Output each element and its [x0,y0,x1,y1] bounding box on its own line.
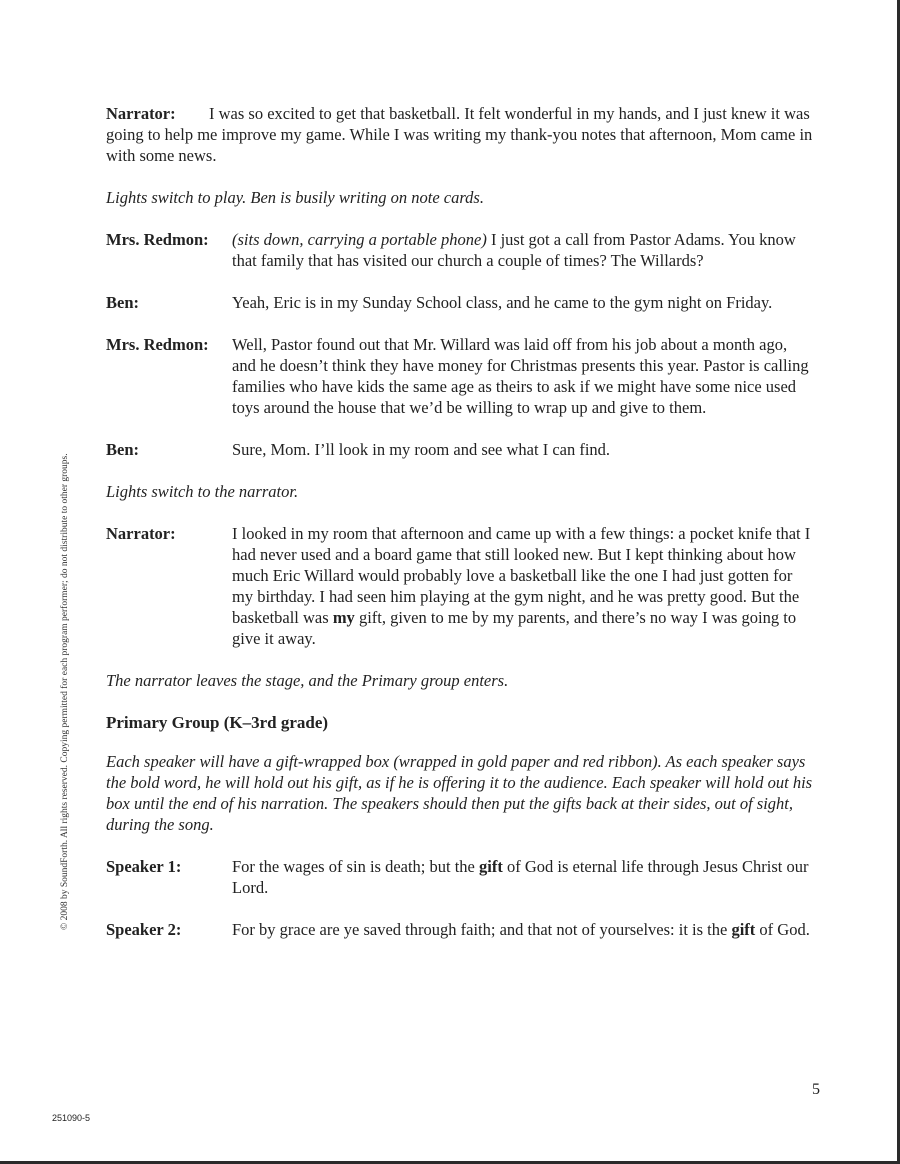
speaker-label: Mrs. Redmon: [106,230,209,249]
ben-line-1 [106,292,814,313]
line-text: For the wages of sin is death; but the [232,857,480,876]
stage-direction-1: Lights switch to play. Ben is busily writing on note cards. [106,188,484,207]
speaker-label: Speaker 1: [106,857,182,876]
line-text-continued: gift, given to me by my parents, and there’s no way I was going to give it away. [232,608,797,648]
speaker-1-line [106,856,814,898]
copyright-notice: © 2008 by SoundForth. All rights reserved. Copying permitted for each program performer; do not distribute to other groups. [60,453,70,930]
stage-direction-4: Each speaker will have a gift-wrapped box (wrapped in gold paper and red ribbon). As each speaker says the bold word, he will hold out his gift, as if he is offering it to the audience. Each speaker will hold out his box until the end of his narration. The speakers should then put the gifts back at their sides, out of sight, during the song. [106,752,813,834]
line-text: I just got a call from Pastor Adams. You know that family that has visited our church a couple of times? The Willards? [232,230,796,270]
emphasis-word: my [332,608,355,627]
page-number: 5 [812,1081,820,1098]
speaker-label: Speaker 2: [106,920,182,939]
line-text: Yeah, Eric is in my Sunday School class, and he came to the gym night on Friday. [232,293,773,312]
line-text: I looked in my room that afternoon and came up with a few things: a pocket knife that I had never used and a board game that still looked new. But I kept thinking about how much Eric Willard would probably love a basketball like the one I had just gotten for my birthday. I had seen him playing at the gym night, and he was pretty good. But the basketball was [232,524,811,627]
speaker-2-line [106,919,814,940]
ben-line-2 [106,439,814,460]
speaker-label: Narrator: [106,524,176,543]
line-text: For by grace are ye saved through faith; and that not of yourselves: it is the [232,920,732,939]
speaker-label: Ben: [106,293,139,312]
speaker-label: Mrs. Redmon: [106,335,209,354]
product-code: 251090-5 [52,1113,91,1123]
line-text-continued: of God. [755,920,810,939]
emphasis-word: gift [731,920,756,939]
mrs-redmon-line-2 [106,334,814,418]
emphasis-word: gift [479,857,503,876]
line-text: Sure, Mom. I’ll look in my room and see what I can find. [232,440,611,459]
stage-direction-2: Lights switch to the narrator. [106,482,299,501]
line-text: Well, Pastor found out that Mr. Willard was laid off from his job about a month ago, and he doesn’t think they have money for Christmas presents this year. Pastor is calling families who have kids the same age as theirs to ask if we might have some nice used toys around the house that we’d be willing to wrap up and give to them. [232,335,809,417]
line-text: I was so excited to get that basketball. It felt wonderful in my hands, and I just knew it was going to help me improve my game. While I was writing my thank-you notes that afternoon, Mom came in with some news. [106,104,813,165]
stage-direction-3: The narrator leaves the stage, and the Primary group enters. [106,671,509,690]
line-text-continued: of God is eternal life through Jesus Christ our Lord. [232,857,809,897]
stage-note: (sits down, carrying a portable phone) [232,230,487,249]
speaker-label: Narrator: [106,104,176,123]
narrator-line-1 [106,103,814,166]
section-heading: Primary Group (K–3rd grade) [106,713,329,732]
mrs-redmon-line-1 [106,229,814,271]
speaker-label: Ben: [106,440,139,459]
script-content [106,103,814,940]
narrator-line-2 [106,523,814,649]
